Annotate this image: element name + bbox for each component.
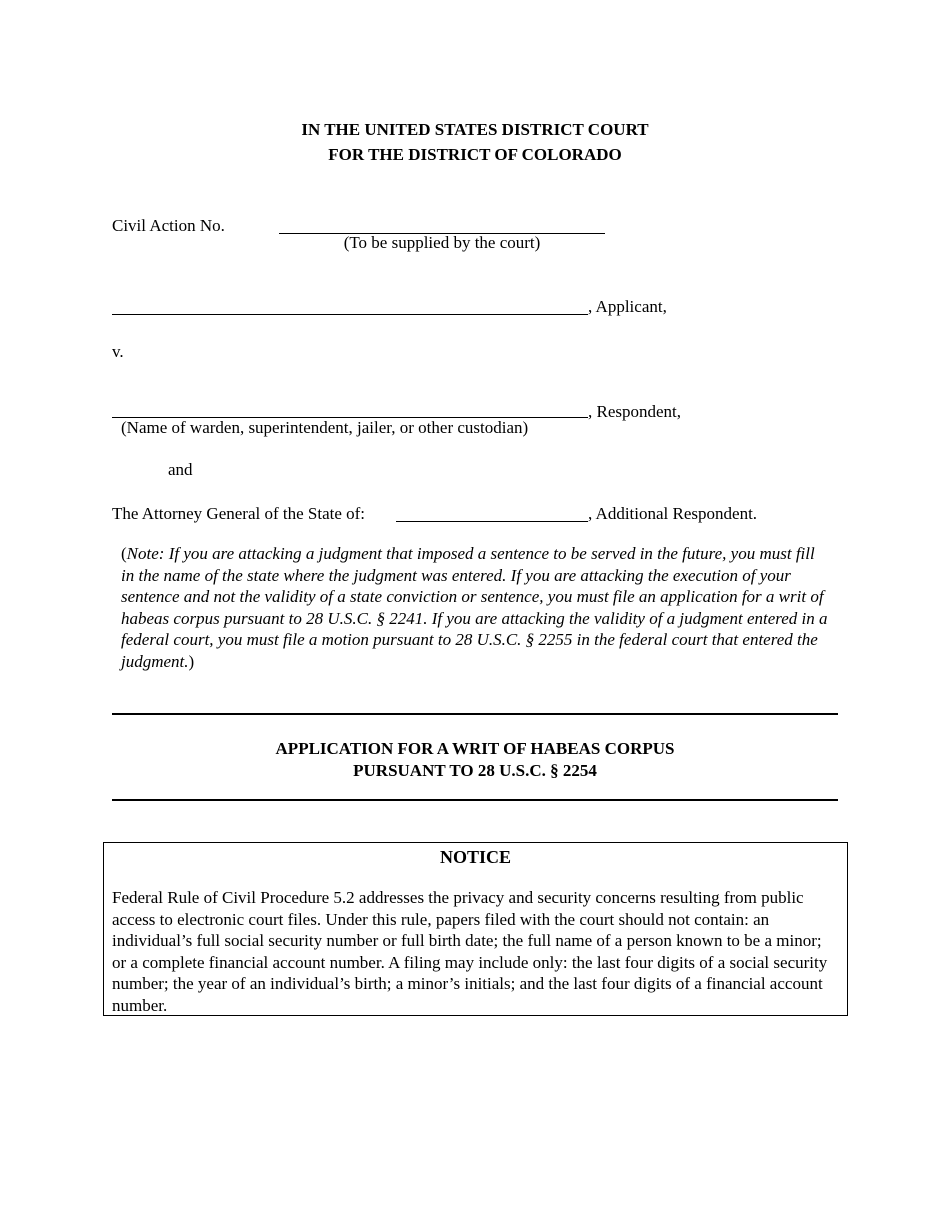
notice-body: Federal Rule of Civil Procedure 5.2 addresses the privacy and security concerns resulting from public access to electronic court files. Under this rule, papers filed with the court should not contain: an individual’s full social security number or full birth date; the full name of a person known to be a minor; or a complete financial account number. A filing may include only: the last four digits of a social security number; the year of an individual’s birth; a minor’s initials; and the last four digits of a financial account number. [112,888,828,1015]
respondent-label: , Respondent, [588,402,682,421]
civil-action-hint: (To be supplied by the court) [343,233,541,252]
attorney-general-label: The Attorney General of the State of: [112,504,366,523]
versus-label: v. [112,342,124,361]
court-heading-line2: FOR THE DISTRICT OF COLORADO [328,145,622,164]
applicant-name-field[interactable] [112,314,588,315]
court-heading [0,117,950,167]
court-heading-line1: IN THE UNITED STATES DISTRICT COURT [301,120,649,139]
additional-respondent-label: , Additional Respondent. [588,504,758,523]
civil-action-label: Civil Action No. [112,216,225,235]
note-text: Note: If you are attacking a judgment that imposed a sentence to be served in the future, you must fill in the name of the state where the judgment was entered. If you are attacking the execution of your sentence and not the validity of a state conviction or sentence, you must file an application for a writ of habeas corpus pursuant to 28 U.S.C. § 2241. If you are attacking the validity of a judgment entered in a federal court, you must file a motion pursuant to 28 U.S.C. § 2255 in the federal court that entered the judgment. [121,544,828,671]
application-title-line2: PURSUANT TO 28 U.S.C. § 2254 [353,761,597,780]
note-open-paren: ( [121,544,127,563]
note-close-paren: ) [188,651,195,671]
divider-top [112,713,838,715]
notice-title: NOTICE [439,847,511,867]
notice-box [103,842,848,1016]
application-title-line1: APPLICATION FOR A WRIT OF HABEAS CORPUS [275,739,675,758]
and-label: and [168,460,193,479]
instruction-note [121,543,831,672]
applicant-label: , Applicant, [588,297,667,316]
respondent-hint: (Name of warden, superintendent, jailer, or other custodian) [121,418,529,437]
state-name-field[interactable] [396,521,588,522]
application-title [0,738,950,782]
divider-bottom [112,799,838,801]
